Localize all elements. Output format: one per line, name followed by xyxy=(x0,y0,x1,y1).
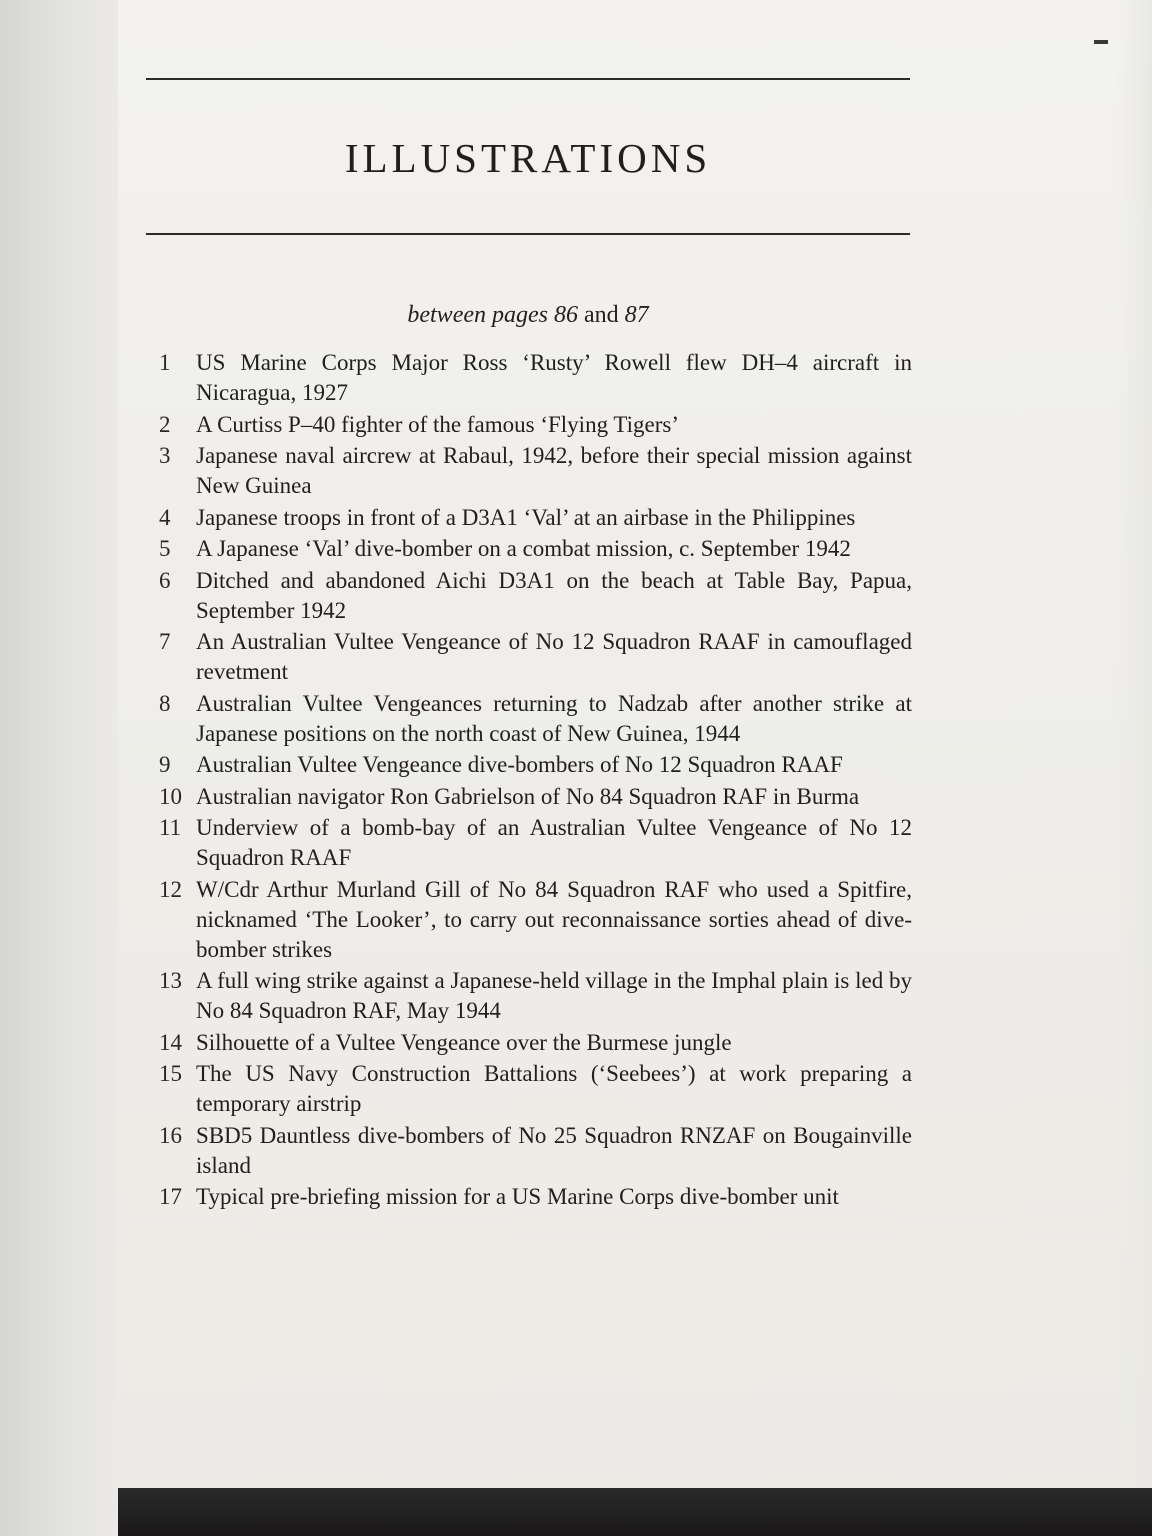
top-rule xyxy=(146,78,910,80)
item-number: 2 xyxy=(159,411,171,437)
title-rule xyxy=(146,233,910,235)
list-item xyxy=(156,875,912,965)
list-item xyxy=(156,503,912,533)
item-caption: Silhouette of a Vultee Vengeance over the Burmese jungle xyxy=(196,1029,732,1055)
item-number: 4 xyxy=(159,504,171,530)
list-item xyxy=(156,750,912,780)
list-item xyxy=(156,627,912,687)
item-caption: An Australian Vultee Vengeance of No 12 Squadron RAAF in camouflaged revetment xyxy=(196,629,912,684)
item-caption: A Japanese ‘Val’ dive-bomber on a combat mission, c. September 1942 xyxy=(196,536,851,561)
page-title: ILLUSTRATIONS xyxy=(344,135,712,181)
bottom-shadow xyxy=(118,1488,1152,1536)
list-item xyxy=(156,1059,912,1119)
list-item xyxy=(156,966,912,1026)
item-number: 7 xyxy=(159,629,171,654)
item-number: 11 xyxy=(159,815,182,840)
list-item xyxy=(156,1121,912,1181)
item-caption: W/Cdr Arthur Murland Gill of No 84 Squadron RAF who used a Spitfire, nicknamed ‘The Looker’, to carry out reconnaissance sorties ahead of dive-bomber strikes xyxy=(196,876,912,962)
item-number: 12 xyxy=(159,876,182,902)
item-number: 13 xyxy=(159,968,182,993)
item-caption: Australian navigator Ron Gabrielson of No 84 Squadron RAF in Burma xyxy=(196,783,860,809)
item-caption: Ditched and abandoned Aichi D3A1 on the beach at Table Bay, Papua, September 1942 xyxy=(196,567,912,623)
list-item xyxy=(156,782,912,812)
section-heading-end: 87 xyxy=(624,302,649,328)
item-number: 5 xyxy=(159,536,171,561)
item-number: 16 xyxy=(159,1122,182,1148)
list-item xyxy=(156,1182,912,1212)
corner-mark xyxy=(1094,40,1108,44)
list-item xyxy=(156,813,912,873)
item-number: 1 xyxy=(159,350,171,375)
item-caption: A full wing strike against a Japanese-held village in the Imphal plain is led by No 84 Squadron RAF, May 1944 xyxy=(196,968,912,1023)
item-number: 14 xyxy=(159,1029,182,1055)
list-item xyxy=(156,689,912,749)
item-number: 17 xyxy=(159,1184,182,1209)
illustrations-list xyxy=(156,348,912,1214)
left-page-edge xyxy=(0,0,120,1536)
list-item xyxy=(156,566,912,626)
list-item xyxy=(156,348,912,408)
item-number: 15 xyxy=(159,1061,182,1086)
section-heading xyxy=(146,302,910,329)
item-caption: Typical pre-briefing mission for a US Marine Corps dive-bomber unit xyxy=(196,1184,839,1209)
item-caption: Japanese naval aircrew at Rabaul, 1942, before their special mission against New Guinea xyxy=(196,443,912,498)
list-item xyxy=(156,410,912,440)
item-caption: A Curtiss P–40 fighter of the famous ‘Flying Tigers’ xyxy=(196,411,680,437)
item-caption: Australian Vultee Vengeances returning to Nadzab after another strike at Japanese positions on the north coast of New Guinea, 1944 xyxy=(196,690,912,746)
list-item xyxy=(156,1028,912,1058)
item-number: 9 xyxy=(159,752,171,777)
section-heading-and: and xyxy=(583,302,619,328)
item-caption: Underview of a bomb-bay of an Australian Vultee Vengeance of No 12 Squadron RAAF xyxy=(196,815,912,870)
list-item xyxy=(156,534,912,564)
item-caption: The US Navy Construction Battalions (‘Seebees’) at work preparing a temporary airstrip xyxy=(196,1061,912,1116)
item-number: 6 xyxy=(159,567,171,593)
item-caption: Japanese troops in front of a D3A1 ‘Val’ at an airbase in the Philippines xyxy=(196,504,856,530)
item-number: 3 xyxy=(159,443,171,468)
right-page-edge xyxy=(1116,0,1152,1536)
section-heading-italic: between pages 86 xyxy=(407,302,578,328)
item-caption: US Marine Corps Major Ross ‘Rusty’ Rowell flew DH–4 aircraft in Nicaragua, 1927 xyxy=(196,350,912,405)
item-caption: Australian Vultee Vengeance dive-bombers of No 12 Squadron RAAF xyxy=(196,752,843,777)
item-number: 10 xyxy=(159,783,182,809)
item-caption: SBD5 Dauntless dive-bombers of No 25 Squadron RNZAF on Bougainville island xyxy=(196,1122,912,1178)
item-number: 8 xyxy=(159,690,171,716)
list-item xyxy=(156,441,912,501)
